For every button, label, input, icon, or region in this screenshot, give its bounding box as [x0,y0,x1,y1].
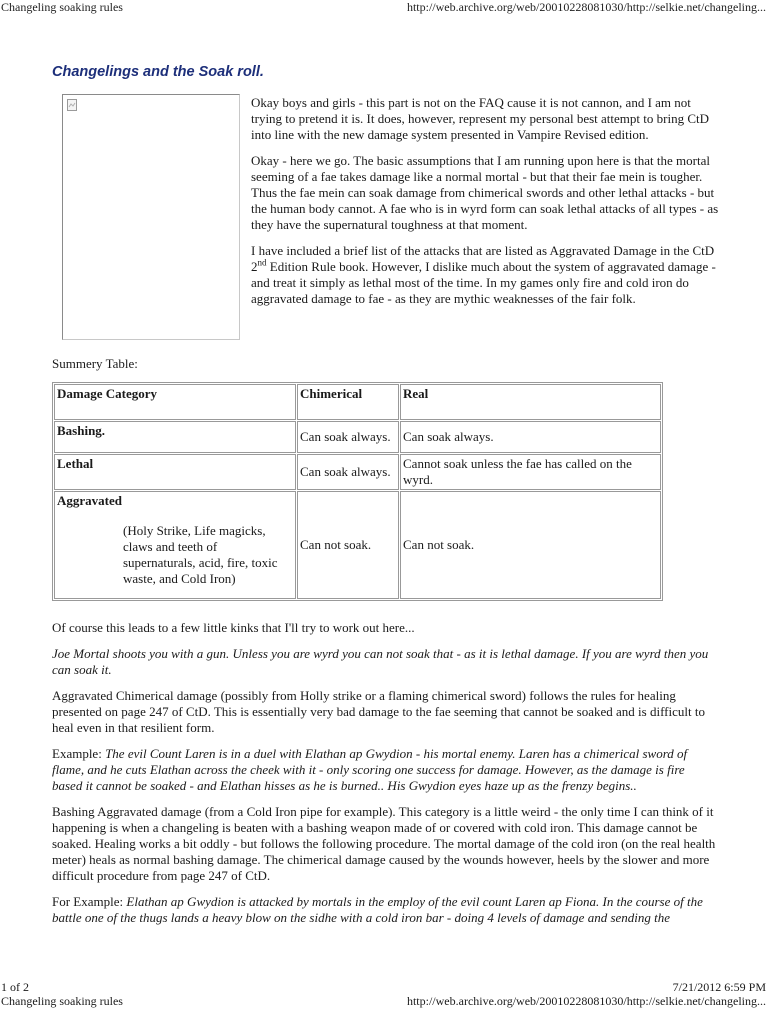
header-cell: Real [400,384,661,420]
intro-text-part: Edition Rule book. However, I dislike much about the system of aggravated damage - and treat it simply as lethal most of the time. In my games only fire and cold iron do aggravated damage to fae - as they are mythic weaknesses of the fair folk. [251,259,716,306]
example-label: For Example: [52,894,127,909]
body-paragraph: Bashing Aggravated damage (from a Cold Iron pipe for example). This category is a little weird - the only time I can think of it happening is when a changeling is beaten with a bashing weapon made of or covered with cold iron. This damage cannot be soaked. Healing works a bit oddly - but follows the following procedure. The mortal damage of the cold iron (on the real health meter) heals as normal bashing damage. The chimerical damage caused by the wounds however, heels by the slower and more difficult procedure from page 247 of CtD. [52,804,716,883]
category-description: (Holy Strike, Life magicks, claws and teeth of supernaturals, acid, fire, toxic waste, and Cold Iron) [123,523,278,586]
intro-paragraph: Okay - here we go. The basic assumptions that I am running upon here is that the mortal seeming of a fae takes damage like a normal mortal - but that their fae mein is tougher. Thus the fae mein can soak damage from chimerical swords and other lethal attacks - but the human body cannot. A fae who is in wyrd form can soak lethal attacks of all types - as they have the supernatural toughness at that moment. [251,153,719,232]
real-cell: Cannot soak unless the fae has called on the wyrd. [400,454,661,490]
chimerical-cell: Can soak always. [297,421,399,453]
category-cell: Lethal [54,454,296,490]
italic-text: Joe Mortal shoots you with a gun. Unless you are wyrd you can not soak that - as it is lethal damage. If you are wyrd then you can soak it. [52,646,709,677]
table-row [54,454,661,490]
real-cell: Can soak always. [400,421,661,453]
damage-table [52,382,663,601]
header-cell: Chimerical [297,384,399,420]
intro-paragraph: Okay boys and girls - this part is not on the FAQ cause it is not cannon, and I am not trying to pretend it is. It does, however, represent my personal best attempt to bring CtD into line with the new damage system presented in Vampire Revised edition. [251,95,709,142]
italic-text: Elathan ap Gwydion is attacked by mortals in the employ of the evil count Laren ap Fiona. In the course of the battle one of the thugs lands a heavy blow on the sidhe with a cold iron bar - doing 4 levels of damage and sending the [52,894,703,925]
table-row [54,491,661,599]
category-cell [54,491,296,599]
superscript: nd [257,257,267,268]
print-header [0,0,768,16]
category-name: Aggravated [57,493,122,508]
page-title: Changelings and the Soak roll. [52,64,264,80]
italic-text: The evil Count Laren is in a duel with Elathan ap Gwydion - his mortal enemy. Laren has a chimerical sword of flame, and he cuts Elathan across the cheek with it - only scoring one success for damage. However, as the damage is fire based it cannot be soaked - and Elathan hisses as he is burned.. His Gwydion eyes haze up as the frenzy begins.. [52,746,688,793]
summary-label: Summery Table: [52,356,138,371]
body-text [52,620,717,936]
page-counter: 1 of 2 [1,980,29,994]
example-paragraph [52,646,717,678]
category-cell: Bashing. [54,421,296,453]
footer-page-title: Changeling soaking rules [1,994,123,1008]
example-paragraph [52,746,717,794]
body-paragraph: Of course this leads to a few little kinks that I'll try to work out here... [52,620,415,635]
header-cell: Damage Category [54,384,296,420]
print-datetime: 7/21/2012 6:59 PM [672,980,766,994]
header-url: http://web.archive.org/web/20010228081030/http://selkie.net/changeling... [406,0,766,14]
broken-image-placeholder [62,94,240,340]
real-cell: Can not soak. [400,491,661,599]
chimerical-cell: Can not soak. [297,491,399,599]
intro-text [251,95,721,317]
example-paragraph [52,894,717,926]
footer-url: http://web.archive.org/web/20010228081030/http://selkie.net/changeling... [406,994,766,1008]
example-label: Example: [52,746,106,761]
chimerical-cell: Can soak always. [297,454,399,490]
header-page-title: Changeling soaking rules [1,0,123,14]
table-header-row [54,384,661,420]
broken-image-icon [67,99,77,111]
intro-text-part: I have included a brief list of the attacks that are listed as Aggravated Damage in the CtD 2 [251,243,715,274]
intro-paragraph [251,243,721,307]
body-paragraph: Aggravated Chimerical damage (possibly from Holly strike or a flaming chimerical sword) follows the rules for healing presented on page 247 of CtD. This is essentially very bad damage to the fae seeming that cannot be soaked and is difficult to heal even in that resilient form. [52,688,705,735]
table-row [54,421,661,453]
